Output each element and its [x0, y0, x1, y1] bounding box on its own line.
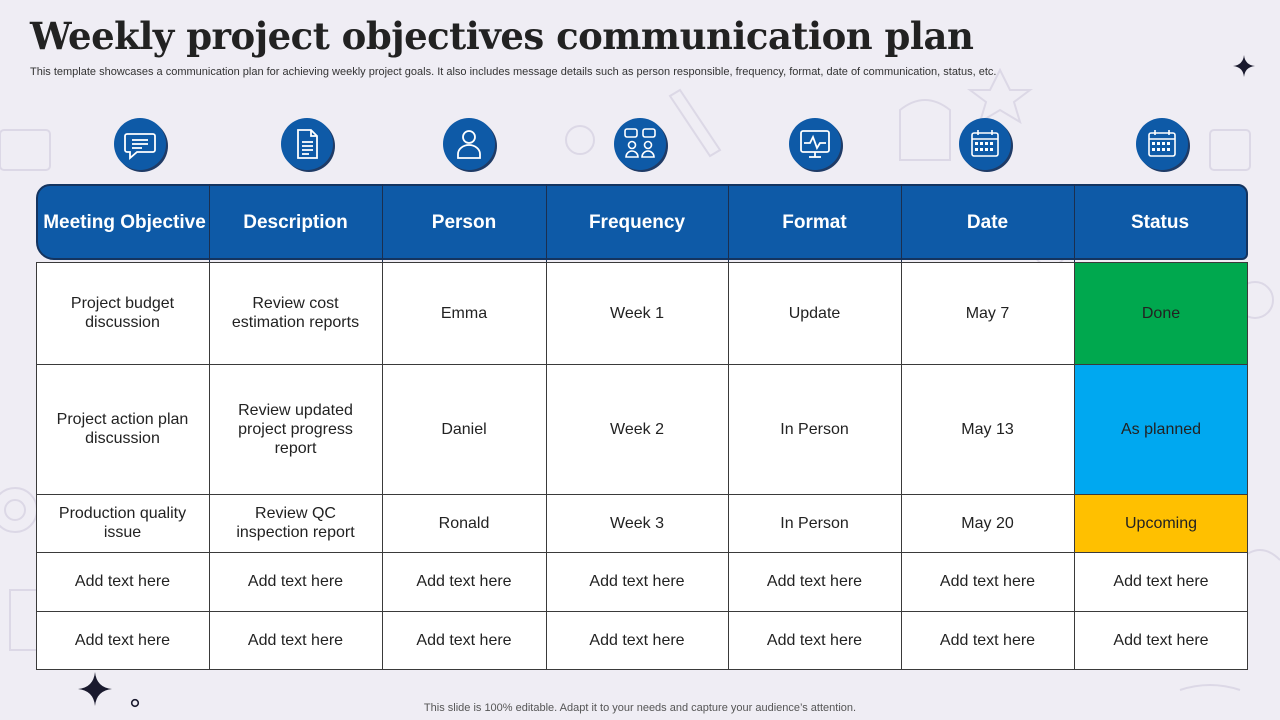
table-cell: Add text here [247, 632, 344, 649]
grid-line [728, 262, 729, 670]
table-cell: Project budget discussion [70, 295, 175, 331]
table-cell: Add text here [416, 632, 512, 649]
table-cell: In Person [780, 420, 849, 438]
page-title: Weekly project objectives communication plan [30, 14, 974, 58]
table-cell: Week 3 [610, 514, 664, 532]
table-cell: Week 1 [610, 304, 664, 322]
status-badge-done: Done [1074, 262, 1248, 364]
grid-line [901, 262, 902, 670]
status-badge-as-planned: As planned [1074, 364, 1248, 494]
footer-note: This slide is 100% editable. Adapt it to your needs and capture your audience’s attention. [423, 702, 857, 714]
header-meeting-objective: Meeting Objective [43, 211, 206, 233]
header-description: Description [243, 211, 348, 233]
grid-line [36, 364, 1248, 365]
chat-icon [114, 118, 166, 170]
table-cell: Emma [440, 304, 488, 322]
header-format: Format [782, 211, 847, 233]
grid-line [36, 262, 1248, 263]
header-divider [209, 184, 210, 262]
grid-line [209, 262, 210, 670]
grid-line [382, 262, 383, 670]
table-cell: Ronald [438, 514, 490, 532]
table-cell: Add text here [939, 632, 1036, 649]
team-chat-icon [614, 118, 666, 170]
grid-line [1074, 262, 1075, 670]
page-subtitle: This template showcases a communication plan for achieving weekly project goals. It also includes message details such as person responsible, frequency, format, date of communication, status, etc. [30, 66, 997, 78]
table-cell: Review cost estimation reports [231, 295, 360, 331]
table-cell: Review updated project progress report [238, 401, 353, 457]
table-cell: Add text here [589, 632, 685, 649]
grid-line [1247, 262, 1248, 670]
header-frequency: Frequency [588, 211, 686, 233]
table-cell: Add text here [766, 632, 863, 649]
grid-line [36, 669, 1248, 670]
status-badge-upcoming: Upcoming [1074, 494, 1248, 552]
header-divider [728, 184, 729, 262]
table-cell: Project action plan discussion [56, 411, 189, 447]
sparkle-icon [78, 672, 112, 706]
table-cell: In Person [780, 514, 849, 532]
table-cell: May 13 [961, 420, 1014, 438]
table-cell: Add text here [589, 573, 685, 590]
sparkle-icon [1233, 55, 1255, 77]
table-cell: Add text here [1113, 632, 1209, 649]
document-icon [281, 118, 333, 170]
presentation-icon [789, 118, 841, 170]
table-cell: Daniel [441, 420, 487, 438]
table-cell: May 20 [961, 514, 1014, 532]
table-cell: Add text here [74, 573, 171, 590]
table-cell: Add text here [416, 573, 512, 590]
header-divider [382, 184, 383, 262]
grid-line [546, 262, 547, 670]
grid-line [36, 262, 37, 670]
table-cell: Add text here [766, 573, 863, 590]
table-cell: Add text here [939, 573, 1036, 590]
header-status: Status [1130, 211, 1190, 233]
table-cell: Update [788, 304, 841, 322]
header-date: Date [966, 211, 1009, 233]
table-cell: Review QC inspection report [236, 505, 355, 541]
calendar-icon [1136, 118, 1188, 170]
calendar-icon [959, 118, 1011, 170]
grid-line [36, 494, 1248, 495]
grid-line [36, 611, 1248, 612]
header-divider [901, 184, 902, 262]
table-cell: Week 2 [610, 420, 664, 438]
table-cell: Add text here [74, 632, 171, 649]
table-cell: Add text here [247, 573, 344, 590]
header-divider [546, 184, 547, 262]
grid-line [36, 552, 1248, 553]
person-icon [443, 118, 495, 170]
table-cell: Add text here [1113, 573, 1209, 590]
header-person: Person [431, 211, 497, 233]
header-divider [1074, 184, 1075, 262]
table-cell: May 7 [965, 304, 1010, 322]
table-cell: Production quality issue [58, 505, 187, 541]
